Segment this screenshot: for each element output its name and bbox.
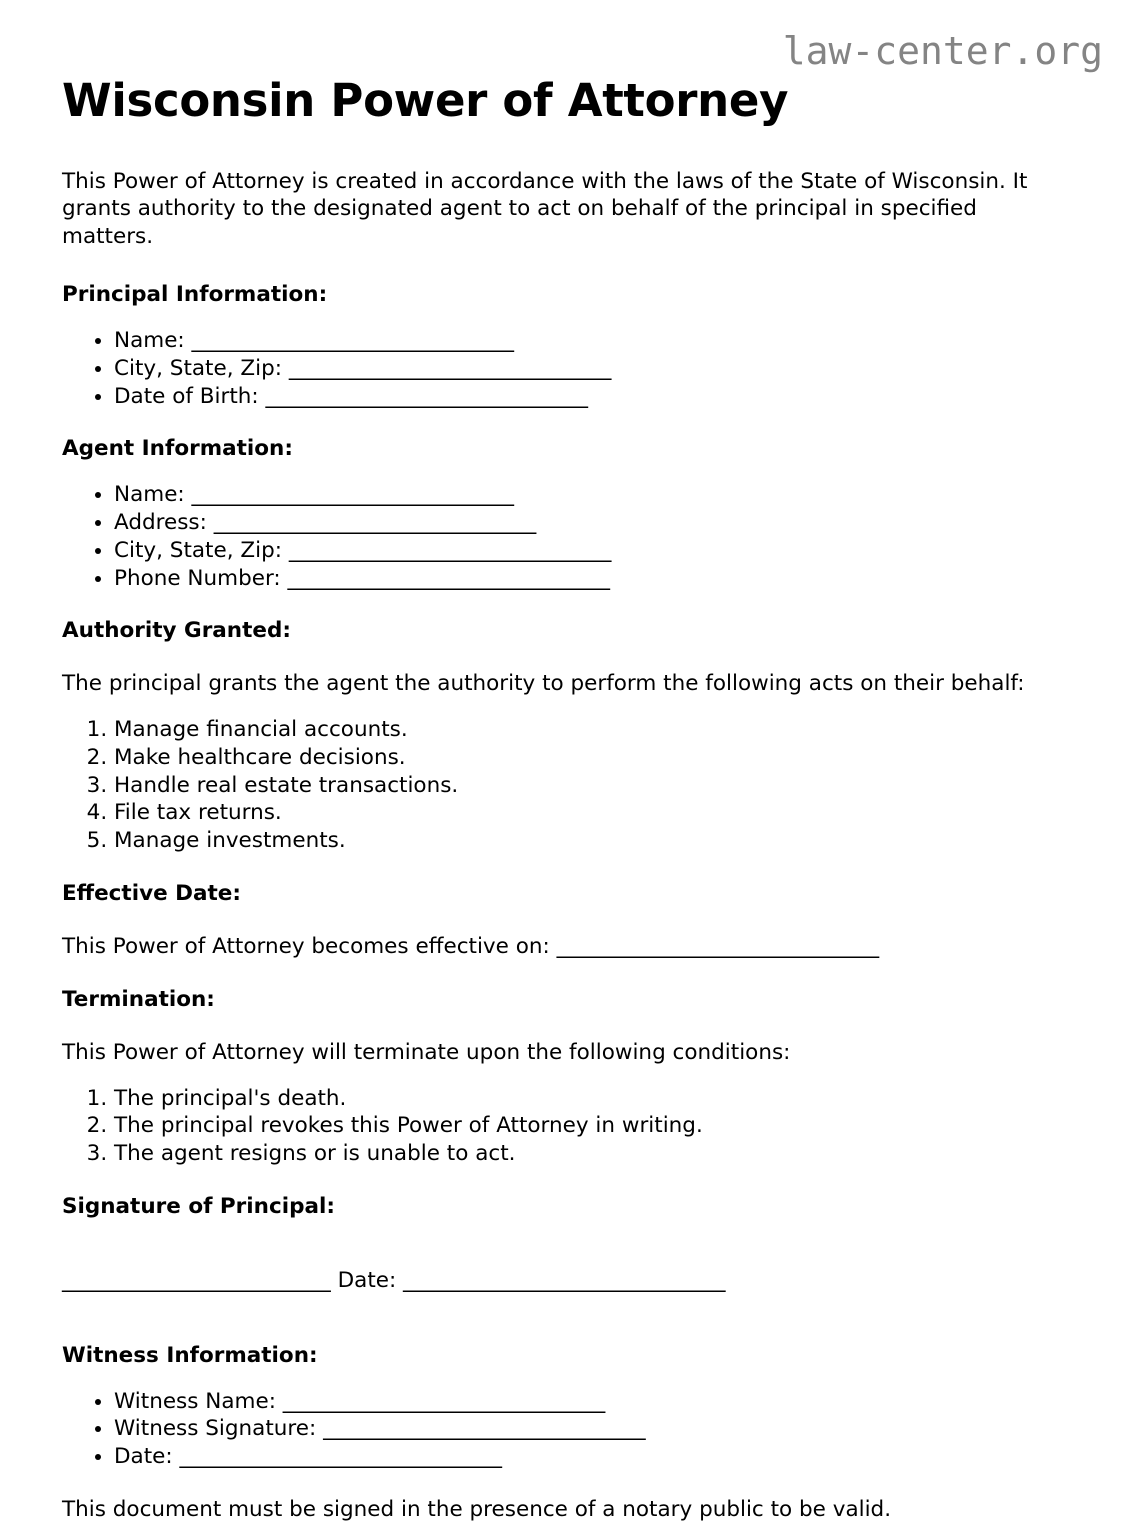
spacer <box>62 1067 1072 1085</box>
principal-signature-line: _________________________ Date: ______________________________ <box>62 1268 726 1294</box>
spacer <box>62 645 1072 670</box>
spacer <box>62 410 1072 435</box>
list-item: • Phone Number: ______________________________ <box>114 565 1072 593</box>
spacer <box>62 1471 1072 1496</box>
spacer <box>62 855 1072 880</box>
spacer <box>62 908 1072 933</box>
termination-heading: Termination: <box>62 986 215 1012</box>
list-item: • Witness Signature: ______________________________ <box>114 1415 1072 1443</box>
agent-information-heading: Agent Information: <box>62 436 293 462</box>
witness-information-fields <box>62 1388 1072 1471</box>
list-item: • Witness Name: ______________________________ <box>114 1388 1072 1416</box>
spacer <box>62 1370 1072 1388</box>
principal-information-heading: Principal Information: <box>62 282 328 308</box>
termination-items <box>62 1085 1072 1168</box>
authority-granted-intro: The principal grants the agent the authority to perform the following acts on their behalf: <box>62 671 1025 697</box>
spacer <box>62 251 1072 281</box>
list-item: • Date of Birth: ______________________________ <box>114 383 1072 411</box>
list-item: 2. The principal revokes this Power of Attorney in writing. <box>114 1112 1072 1140</box>
agent-information-fields <box>62 481 1072 592</box>
spacer <box>62 961 1072 986</box>
authority-granted-items <box>62 716 1072 855</box>
spacer <box>62 309 1072 327</box>
list-item: • City, State, Zip: ______________________________ <box>114 537 1072 565</box>
page-title: Wisconsin Power of Attorney <box>62 74 789 127</box>
spacer <box>62 1014 1072 1039</box>
list-item: 5. Manage investments. <box>114 827 1072 855</box>
spacer <box>62 463 1072 481</box>
effective-date-heading: Effective Date: <box>62 880 241 906</box>
notary-footer-note: This document must be signed in the presence of a notary public to be valid. <box>62 1496 892 1522</box>
document-body <box>62 168 1072 1524</box>
spacer <box>62 1168 1072 1193</box>
list-item: 1. Manage financial accounts. <box>114 716 1072 744</box>
list-item: 4. File tax returns. <box>114 799 1072 827</box>
termination-intro: This Power of Attorney will terminate upon the following conditions: <box>62 1039 791 1065</box>
spacer <box>62 592 1072 617</box>
list-item: 3. The agent resigns or is unable to act. <box>114 1140 1072 1168</box>
site-watermark: law-center.org <box>782 29 1103 73</box>
intro-paragraph: This Power of Attorney is created in accordance with the laws of the State of Wisconsin. It grants authority to the designated agent to act on behalf of the principal in specified matters. <box>62 168 1028 250</box>
list-item: 1. The principal's death. <box>114 1085 1072 1113</box>
spacer <box>62 1221 1072 1246</box>
list-item: • Address: ______________________________ <box>114 509 1072 537</box>
list-item: • City, State, Zip: ______________________________ <box>114 355 1072 383</box>
list-item: 3. Handle real estate transactions. <box>114 772 1072 800</box>
list-item: • Date: ______________________________ <box>114 1443 1072 1471</box>
spacer <box>62 1317 1072 1342</box>
authority-granted-heading: Authority Granted: <box>62 618 291 644</box>
spacer <box>62 698 1072 716</box>
list-item: • Name: ______________________________ <box>114 327 1072 355</box>
document-content <box>62 0 1072 1522</box>
effective-date-line: This Power of Attorney becomes effective on: ______________________________ <box>62 933 880 959</box>
principal-information-fields <box>62 327 1072 410</box>
witness-information-heading: Witness Information: <box>62 1342 318 1368</box>
list-item: 2. Make healthcare decisions. <box>114 744 1072 772</box>
signature-of-principal-heading: Signature of Principal: <box>62 1193 335 1219</box>
list-item: • Name: ______________________________ <box>114 481 1072 509</box>
